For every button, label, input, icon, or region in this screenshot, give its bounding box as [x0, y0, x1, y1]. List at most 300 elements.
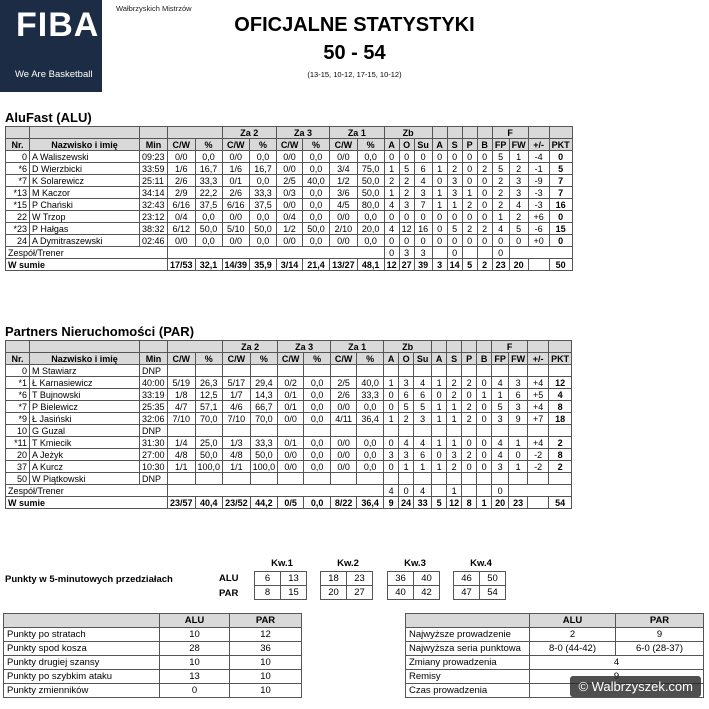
stat-o: 5: [399, 401, 414, 413]
stat-s: 0: [447, 247, 462, 259]
player-minutes: 40:00: [140, 377, 168, 389]
stat-pm: [528, 365, 549, 377]
stat-c2: 6/12: [168, 223, 196, 235]
stat-z1: 0/0: [331, 437, 357, 449]
stat-p2: 0,0: [250, 235, 277, 247]
player-name: W Trzop: [30, 211, 140, 223]
stat-pm: +0: [528, 235, 549, 247]
player-row: [6, 413, 572, 425]
header-group-cell: Za 3: [278, 341, 331, 353]
stat-z3: 0/0: [277, 199, 303, 211]
stat-p2: [250, 473, 278, 485]
stat-p2: 0,0: [250, 211, 277, 223]
stat-b: 0: [477, 211, 492, 223]
stat-c2: [168, 365, 196, 377]
stat-o: 0: [399, 235, 414, 247]
column-header: +/-: [528, 139, 549, 151]
stat-p: 0: [462, 151, 477, 163]
stat-p3: 0,0: [303, 199, 330, 211]
stat-s: 2: [447, 461, 462, 473]
lead-cell: Czas prowadzenia: [406, 684, 530, 698]
stat-p1: 0,0: [357, 211, 384, 223]
stat-fp: 1: [492, 211, 509, 223]
column-header: A: [384, 353, 399, 365]
stat-p3: 50,0: [303, 223, 330, 235]
column-header: Nr.: [6, 139, 30, 151]
stat-fp: 5: [492, 401, 509, 413]
stat-o: 3: [399, 247, 414, 259]
lead-header: PAR: [616, 614, 704, 628]
stat-z1: [331, 365, 357, 377]
player-name: P Bielewicz: [30, 401, 140, 413]
column-header: %: [250, 139, 277, 151]
points-header-row: [4, 614, 302, 628]
stat-pm: +5: [528, 389, 549, 401]
stat-a: 0: [384, 401, 399, 413]
stat-p3: 0,0: [303, 151, 330, 163]
stat-p2: 37,5: [250, 199, 277, 211]
stat-o: 3: [399, 449, 414, 461]
stat-z1: 3/4: [330, 163, 358, 175]
total-p2v: 40,4: [195, 497, 223, 509]
column-header: C/W: [222, 139, 250, 151]
stat-b: [477, 365, 492, 377]
quarter-value: 36: [388, 572, 414, 586]
stat-a: 0: [384, 247, 399, 259]
stat-o: 2: [399, 175, 414, 187]
player-row: [6, 199, 573, 211]
stat-pm: +4: [528, 437, 549, 449]
stat-pm: -2: [528, 449, 549, 461]
player-name: T Bujnowski: [30, 389, 140, 401]
stat-p2v: 100,0: [195, 461, 223, 473]
stat-pm: +7: [528, 413, 549, 425]
column-header: Su: [414, 353, 432, 365]
total-z1: 13/27: [330, 259, 358, 271]
player-minutes: 02:46: [140, 235, 168, 247]
stat-z3: 0/3: [277, 187, 303, 199]
stat-z2: 0/0: [222, 235, 250, 247]
points-cell: Punkty po stratach: [4, 628, 160, 642]
quarter-value: 6: [255, 572, 281, 586]
column-header: O: [399, 353, 414, 365]
stat-pkt: 16: [549, 199, 572, 211]
points-header: [4, 614, 160, 628]
points-header: ALU: [160, 614, 230, 628]
team-coach-row: [6, 485, 572, 497]
column-header: A: [432, 139, 447, 151]
total-o: 27: [399, 259, 414, 271]
total-z1: 8/22: [331, 497, 357, 509]
stat-z3: 0/2: [278, 377, 304, 389]
stat-p1: 0,0: [357, 449, 384, 461]
total-pkt: 50: [549, 259, 572, 271]
stat-fw: 3: [509, 377, 528, 389]
total-c2: 17/53: [168, 259, 196, 271]
stat-z1: 0/0: [330, 151, 358, 163]
stat-pkt: 0: [549, 211, 572, 223]
logo-tagline: We Are Basketball: [15, 69, 93, 80]
stat-as: [432, 425, 447, 437]
column-header: Nazwisko i imię: [30, 139, 140, 151]
header-group-cell: Zb: [384, 127, 432, 139]
column-header: Nazwisko i imię: [30, 353, 140, 365]
header-group-cell: Za 3: [277, 127, 330, 139]
total-z2: 14/39: [222, 259, 250, 271]
player-number: *7: [6, 175, 30, 187]
header-group-cell: [30, 127, 140, 139]
stat-p: 0: [462, 211, 477, 223]
stat-pkt: 8: [549, 449, 572, 461]
stat-p3: 0,0: [304, 461, 331, 473]
stat-p2v: 12,5: [195, 389, 223, 401]
stat-fp: 2: [492, 199, 509, 211]
stat-su: 4: [414, 175, 432, 187]
header-group-cell: [477, 341, 492, 353]
player-row: [6, 473, 572, 485]
stat-z2: 6/16: [222, 199, 250, 211]
stat-b: 0: [477, 187, 492, 199]
page-title: OFICJALNE STATYSTYKI: [234, 14, 475, 36]
stat-a: 4: [384, 485, 399, 497]
player-name: A Dymitraszewski: [30, 235, 140, 247]
header-group-cell: [528, 127, 549, 139]
stat-su: 4: [414, 377, 432, 389]
quarter-cells: [453, 571, 506, 600]
stat-p2v: 0,0: [195, 235, 222, 247]
stat-p: 0: [462, 437, 477, 449]
column-header: %: [357, 139, 384, 151]
stat-p1: 0,0: [357, 461, 384, 473]
stat-p: 2: [462, 401, 477, 413]
stat-su: 6: [414, 163, 432, 175]
stat-fp: [492, 473, 509, 485]
stat-b: 0: [477, 199, 492, 211]
lead-cell: 6-0 (28-37): [616, 642, 704, 656]
stat-fp: 0: [492, 485, 509, 497]
logo-text: FIBA: [16, 6, 100, 44]
stat-o: 6: [399, 389, 414, 401]
player-number: *6: [6, 163, 30, 175]
empty-cell: [477, 485, 492, 497]
header-row: [6, 139, 573, 151]
stat-z3: 0/1: [278, 437, 304, 449]
stat-pkt: 2: [549, 461, 572, 473]
stat-fw: [509, 425, 528, 437]
watermark: © Walbrzyszek.com: [570, 676, 701, 697]
stat-as: 0: [432, 449, 447, 461]
points-cell: 0: [160, 684, 230, 698]
stat-a: 4: [384, 223, 399, 235]
player-name: P Chański: [30, 199, 140, 211]
stat-s: 3: [447, 187, 462, 199]
stat-a: [384, 425, 399, 437]
player-minutes: 25:11: [140, 175, 168, 187]
stat-s: 1: [447, 413, 462, 425]
stat-p: 0: [462, 175, 477, 187]
stat-p1: 75,0: [357, 163, 384, 175]
header-group-cell: [168, 341, 223, 353]
column-header: +/-: [528, 353, 549, 365]
stat-b: 0: [477, 175, 492, 187]
stat-as: 1: [432, 199, 447, 211]
stat-c2: 0/4: [168, 211, 196, 223]
stat-z3: 0/0: [278, 449, 304, 461]
player-row: [6, 235, 573, 247]
player-number: 0: [6, 151, 30, 163]
stat-c2: 5/19: [168, 377, 196, 389]
stat-p1: [357, 425, 384, 437]
player-minutes: 33:59: [140, 163, 168, 175]
stat-as: 1: [432, 413, 447, 425]
total-as: 3: [432, 259, 447, 271]
stat-c2: 1/1: [168, 461, 196, 473]
player-minutes: 34:14: [140, 187, 168, 199]
total-pkt: 54: [549, 497, 572, 509]
stat-p3: 0,0: [303, 163, 330, 175]
stat-b: [477, 473, 492, 485]
boxscore-table: [5, 126, 573, 271]
total-su: 39: [414, 259, 432, 271]
points-cell: 10: [230, 684, 302, 698]
stat-p: 2: [462, 413, 477, 425]
stat-fw: 5: [509, 223, 528, 235]
stat-a: 0: [384, 211, 399, 223]
empty-cell: [168, 247, 385, 259]
stat-pm: -6: [528, 223, 549, 235]
player-row: [6, 175, 573, 187]
stat-o: 0: [399, 211, 414, 223]
quarter-value: 50: [480, 572, 506, 586]
stat-pkt: [549, 365, 572, 377]
player-name: T Kmiecik: [30, 437, 140, 449]
stat-p: 0: [462, 163, 477, 175]
column-header: S: [447, 353, 462, 365]
stat-p1: 80,0: [357, 199, 384, 211]
stat-p3: 0,0: [303, 235, 330, 247]
stat-b: 0: [477, 401, 492, 413]
stat-z1: 0/0: [330, 211, 358, 223]
column-header: PKT: [549, 139, 572, 151]
total-fw: 20: [509, 259, 528, 271]
stat-as: 1: [432, 437, 447, 449]
empty-cell: [432, 485, 447, 497]
column-header: %: [357, 353, 384, 365]
stat-z3: 0/0: [278, 461, 304, 473]
stat-as: 1: [432, 163, 447, 175]
stat-b: 0: [477, 377, 492, 389]
quarter-value: 15: [281, 586, 307, 600]
stat-p1: [357, 473, 384, 485]
stat-p1: 33,3: [357, 389, 384, 401]
stat-z2: 2/6: [222, 187, 250, 199]
quarter-header: Kw.1: [271, 558, 293, 569]
stat-p2v: [195, 425, 223, 437]
stat-p2: 0,0: [250, 175, 277, 187]
stat-p2: 33,3: [250, 437, 278, 449]
stat-z2: [223, 365, 251, 377]
stat-fw: 0: [509, 449, 528, 461]
team-title-alu: AluFast (ALU): [5, 110, 92, 125]
column-header: C/W: [278, 353, 304, 365]
stat-fw: 2: [509, 163, 528, 175]
total-fp: 20: [492, 497, 509, 509]
stat-z3: 0/1: [278, 389, 304, 401]
empty-cell: [432, 247, 447, 259]
stat-fp: 4: [492, 377, 509, 389]
stat-fp: 0: [492, 235, 509, 247]
stat-s: 2: [447, 163, 462, 175]
points-header: PAR: [230, 614, 302, 628]
stat-p3: 0,0: [304, 377, 331, 389]
stat-z2: 5/17: [223, 377, 251, 389]
stat-su: 1: [414, 461, 432, 473]
stat-c2: 0/0: [168, 151, 196, 163]
stat-p3: 0,0: [304, 401, 331, 413]
total-s: 12: [447, 497, 462, 509]
stat-z2: 4/8: [223, 449, 251, 461]
stat-fp: 5: [492, 151, 509, 163]
total-p3: 0,0: [304, 497, 331, 509]
stat-as: 0: [432, 223, 447, 235]
stat-z2: 0/1: [222, 175, 250, 187]
lead-header: [406, 614, 530, 628]
stat-z1: 1/2: [330, 175, 358, 187]
stat-z3: [278, 365, 304, 377]
points-cell: Punkty spod kosza: [4, 642, 160, 656]
quarter-value: 13: [281, 572, 307, 586]
stat-o: 2: [399, 187, 414, 199]
player-minutes: 27:00: [140, 449, 168, 461]
stat-pkt: 18: [549, 413, 572, 425]
stat-su: 6: [414, 389, 432, 401]
stat-c2: 1/6: [168, 163, 196, 175]
stat-p2: 14,3: [250, 389, 278, 401]
stat-p2v: 25,0: [195, 437, 223, 449]
points-cell: 10: [160, 628, 230, 642]
stat-p2v: 50,0: [195, 223, 222, 235]
player-name: D Wierzbicki: [30, 163, 140, 175]
stat-p2: 33,3: [250, 187, 277, 199]
final-score: 50 - 54: [323, 42, 386, 64]
stat-z2: 1/7: [223, 389, 251, 401]
stat-o: 0: [399, 485, 414, 497]
column-header: FW: [509, 353, 528, 365]
lead-cell: 8-0 (44-42): [530, 642, 616, 656]
lead-cell: Najwyższe prowadzenie: [406, 628, 530, 642]
stat-fw: 3: [509, 175, 528, 187]
player-name: P Hałgas: [30, 223, 140, 235]
stat-p2: 66,7: [250, 401, 278, 413]
column-header: C/W: [330, 139, 358, 151]
totals-row: [6, 497, 572, 509]
stat-fw: [509, 365, 528, 377]
player-number: 50: [6, 473, 30, 485]
stat-b: 0: [477, 449, 492, 461]
quarter-team-label: ALU: [219, 573, 239, 584]
player-row: [6, 401, 572, 413]
stat-z1: [331, 425, 357, 437]
stat-a: [384, 365, 399, 377]
total-p2v: 32,1: [195, 259, 222, 271]
stat-s: 1: [447, 401, 462, 413]
stat-fp: 3: [492, 413, 509, 425]
player-name: M Stawiarz: [30, 365, 140, 377]
player-row: [6, 223, 573, 235]
column-header: P: [462, 353, 477, 365]
stat-o: [399, 425, 414, 437]
stat-z1: 2/5: [331, 377, 357, 389]
stat-fw: 1: [509, 461, 528, 473]
stat-p2: [250, 365, 278, 377]
column-header: O: [399, 139, 414, 151]
lead-shared-value: 4: [530, 656, 704, 670]
empty-cell: [462, 247, 477, 259]
stat-p3: [304, 365, 331, 377]
stat-a: 1: [384, 413, 399, 425]
stat-o: 12: [399, 223, 414, 235]
stat-as: 0: [432, 235, 447, 247]
lead-cell: Zmiany prowadzenia: [406, 656, 530, 670]
player-row: [6, 449, 572, 461]
player-number: 24: [6, 235, 30, 247]
points-row: [4, 628, 302, 642]
stat-b: 0: [477, 151, 492, 163]
column-header: %: [304, 353, 331, 365]
column-header: %: [303, 139, 330, 151]
column-header: A: [432, 353, 447, 365]
stat-p: [462, 473, 477, 485]
team-coach-row: [6, 247, 573, 259]
header-group-cell: [6, 341, 30, 353]
stat-pm: -4: [528, 151, 549, 163]
player-number: 10: [6, 425, 30, 437]
stat-c2: 4/8: [168, 449, 196, 461]
column-header: C/W: [168, 353, 196, 365]
header-group-cell: [432, 341, 447, 353]
stat-o: 4: [399, 437, 414, 449]
stat-c2: [168, 473, 196, 485]
stat-su: [414, 425, 432, 437]
column-header: C/W: [277, 139, 303, 151]
stat-pkt: 4: [549, 389, 572, 401]
stat-pkt: 0: [549, 235, 572, 247]
stat-pm: [528, 473, 549, 485]
stat-z3: 0/4: [277, 211, 303, 223]
player-name: Ł Jasiński: [30, 413, 140, 425]
stat-z3: [278, 473, 304, 485]
stat-fp: 4: [492, 223, 509, 235]
stat-z3: 2/5: [277, 175, 303, 187]
stat-pkt: 2: [549, 437, 572, 449]
stat-as: 0: [432, 151, 447, 163]
column-header: Nr.: [6, 353, 30, 365]
points-cell: 13: [160, 670, 230, 684]
stat-a: 0: [384, 461, 399, 473]
stat-su: 0: [414, 151, 432, 163]
stat-o: 2: [399, 413, 414, 425]
stat-z2: 0/0: [222, 151, 250, 163]
column-header: P: [462, 139, 477, 151]
total-p2: 44,2: [250, 497, 278, 509]
stat-p3: 0,0: [304, 437, 331, 449]
column-header: C/W: [223, 353, 251, 365]
stat-fp: 2: [492, 175, 509, 187]
total-as: 5: [432, 497, 447, 509]
player-row: [6, 151, 573, 163]
points-cell: Punkty po szybkim ataku: [4, 670, 160, 684]
stat-p2v: 70,0: [195, 413, 223, 425]
